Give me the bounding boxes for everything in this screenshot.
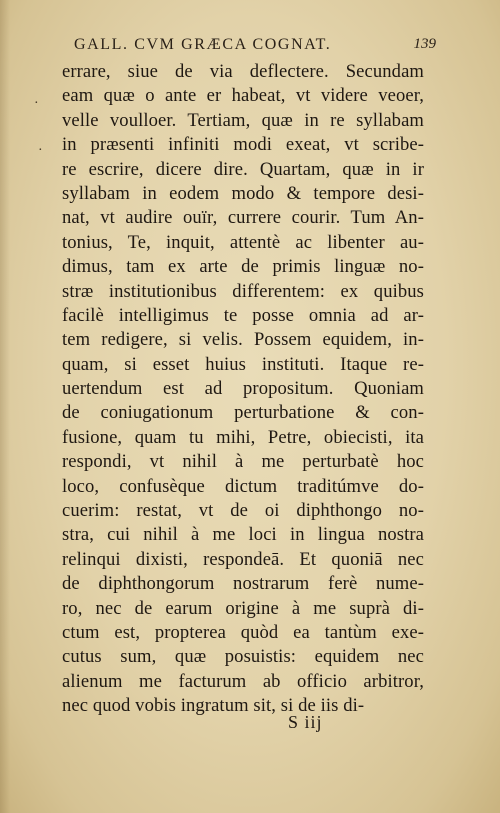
ink-speck: · — [34, 96, 39, 111]
text-line: quam, si esset huius instituti. Itaque re- — [62, 353, 424, 375]
text-line: cutus sum, quæ posuistis: equidem nec — [62, 646, 424, 668]
text-line: loco, confusèque dictum traditúmve do- — [62, 475, 424, 497]
text-line: nat, vt audire ouïr, currere courir. Tum An- — [62, 207, 424, 229]
text-line: nec quod vobis ingratum sit, si de iis di- — [62, 695, 365, 717]
text-line: ctum est, propterea quòd ea tantùm exe- — [62, 621, 424, 643]
text-line: facilè intelligimus te posse omnia ad ar- — [62, 304, 424, 326]
text-line: velle voulloer. Tertiam, quæ in re syllabam — [62, 109, 424, 131]
text-line: in præsenti infiniti modi exeat, vt scribe- — [62, 134, 424, 156]
text-line: tem redigere, si velis. Possem equidem, in- — [62, 329, 424, 351]
text-line: errare, siue de via deflectere. Secundam — [62, 61, 424, 82]
text-line: alienum me facturum ab officio arbitror, — [62, 670, 424, 692]
text-line: uertendum est ad propositum. Quoniam — [62, 378, 424, 400]
signature-catchword: S iij — [288, 712, 323, 732]
text-line: ro, nec de earum origine à me suprà di- — [62, 597, 424, 619]
text-line: stra, cui nihil à me loci in lingua nostra — [62, 524, 424, 546]
text-line: eam quæ o ante er habeat, vt videre veoer, — [62, 85, 424, 107]
text-line: tonius, Te, inquit, attentè ac libenter au- — [62, 231, 424, 253]
text-line: stræ institutionibus differentem: ex quibus — [62, 280, 424, 302]
text-line: de diphthongorum nostrarum ferè nume- — [62, 573, 424, 595]
text-line: re escrire, dicere dire. Quartam, quæ in ir — [62, 158, 424, 180]
page-number: 139 — [413, 36, 436, 52]
running-head: GALL. CVM GRÆCA COGNAT. — [74, 36, 332, 53]
page-header — [74, 36, 436, 58]
text-line: dimus, tam ex arte de primis linguæ no- — [62, 256, 424, 278]
text-line: respondi, vt nihil à me perturbatè hoc — [62, 451, 424, 473]
text-line: fusione, quam tu mihi, Petre, obiecisti, ita — [62, 426, 424, 448]
ink-speck: · — [38, 143, 43, 158]
text-line: relinqui dixisti, respondeā. Et quoniā nec — [62, 548, 424, 570]
text-line: de coniugationum perturbatione & con- — [62, 402, 424, 424]
body-text — [62, 60, 424, 719]
text-line: syllabam in eodem modo & tempore desi- — [62, 182, 424, 204]
text-line: cuerim: restat, vt de oi diphthongo no- — [62, 500, 424, 522]
